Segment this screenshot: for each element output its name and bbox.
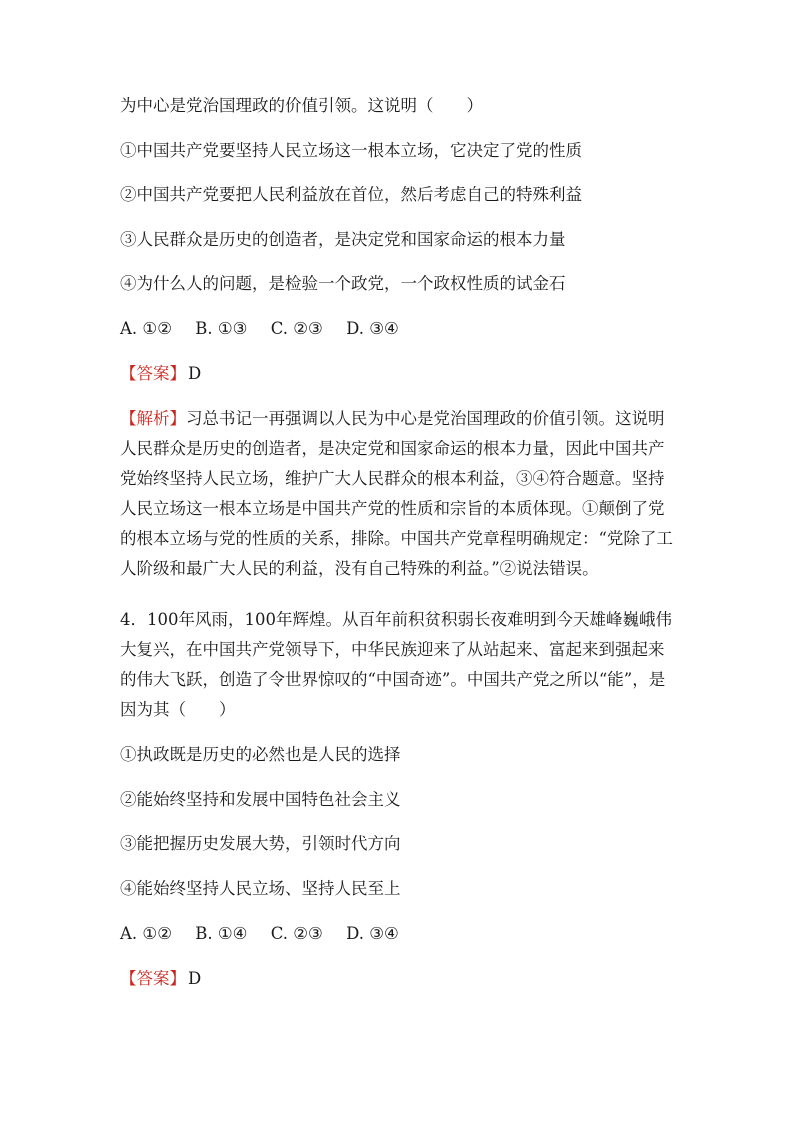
- q3-answer: [120, 363, 680, 385]
- q4-item-1: ①执政既是历史的必然也是人民的选择: [120, 745, 401, 764]
- q3-answer-tag: 【答案】: [120, 364, 186, 383]
- q3-analysis: [120, 404, 680, 584]
- q3-item-4: ④为什么人的问题，是检验一个政党，一个政权性质的试金石: [120, 274, 566, 293]
- q4-answer: [120, 968, 680, 990]
- q3-item-1: ①中国共产党要坚持人民立场这一根本立场，它决定了党的性质: [120, 141, 582, 160]
- q4-choice-c: C. ②③: [270, 924, 323, 943]
- q4-item-4: ④能始终坚持人民立场、坚持人民至上: [120, 879, 401, 898]
- q3-choices: [120, 318, 680, 340]
- q3-answer-value: D: [188, 364, 202, 383]
- q3-choice-d: D. ③④: [346, 319, 399, 338]
- q3-analysis-tag: 【解析】: [120, 409, 186, 428]
- q3-item-2: ②中国共产党要把人民利益放在首位，然后考虑自己的特殊利益: [120, 185, 582, 204]
- q4-stem: 4．100年风雨，100年辉煌。从百年前积贫积弱长夜难明到今天雄峰巍峨伟大复兴，在中国共产党领导下，中华民族迎来了从站起来、富起来到强起来的伟大飞跃，创造了令世界惊叹的“中国奇迹”。中国共产党之所以“能”，是因为其（ ）: [120, 610, 672, 719]
- q4-item-2: ②能始终坚持和发展中国特色社会主义: [120, 790, 401, 809]
- q3-choice-c: C. ②③: [270, 319, 323, 338]
- q4-item-3: ③能把握历史发展大势，引领时代方向: [120, 834, 401, 853]
- q3-stem-tail: 为中心是党治国理政的价值引领。这说明（ ）: [120, 96, 483, 115]
- q3-item-3: ③人民群众是历史的创造者，是决定党和国家命运的根本力量: [120, 230, 566, 249]
- q4-choice-b: B. ①④: [195, 924, 248, 943]
- q3-choice-b: B. ①③: [195, 319, 248, 338]
- q4-answer-tag: 【答案】: [120, 969, 186, 988]
- q3-choice-a: A. ①②: [120, 319, 172, 338]
- q4-choices: [120, 923, 680, 945]
- q3-analysis-text: 习总书记一再强调以人民为中心是党治国理政的价值引领。这说明人民群众是历史的创造者，是决定党和国家命运的根本力量，因此中国共产党始终坚持人民立场，维护广大人民群众的根本利益，③④符合题意。坚持人民立场这一根本立场是中国共产党的性质和宗旨的本质体现。①颠倒了党的根本立场与党的性质的关系，排除。中国共产党章程明确规定：“党除了工人阶级和最广大人民的利益，没有自己特殊的利益。”②说法错误。: [120, 409, 673, 578]
- q4-choice-a: A. ①②: [120, 924, 172, 943]
- q4-answer-value: D: [188, 969, 202, 988]
- q4-choice-d: D. ③④: [346, 924, 399, 943]
